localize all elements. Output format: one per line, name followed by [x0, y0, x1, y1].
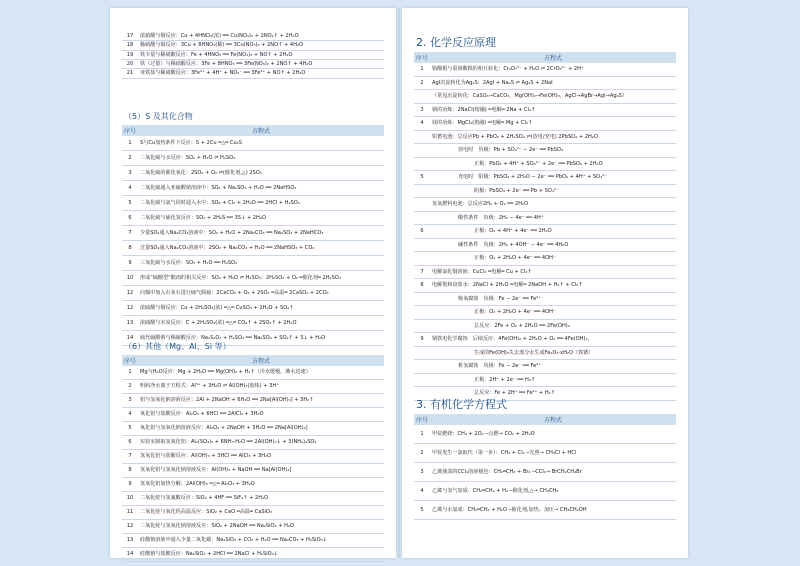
row-number: 2	[122, 380, 138, 394]
header-equation: 方程式	[543, 417, 562, 424]
row-number: 5	[414, 501, 430, 520]
row-number: 6	[414, 225, 430, 239]
equation-text: Mg与H₂O反应：Mg + 2H₂O ══ Mg(OH)₂ + H₂↑（冷水缓慢，沸水迅速）	[138, 366, 384, 380]
equation-text: 甲烷燃烧：CH₄ + 2O₂ ─点燃→ CO₂ + 2H₂O	[430, 425, 676, 444]
row-number	[414, 211, 430, 225]
section-title-sulfur: （5）S 及其化合物	[124, 112, 193, 121]
table-row	[122, 256, 384, 271]
header-equation: 方程式	[251, 358, 270, 365]
table-row	[414, 171, 676, 185]
table-row	[122, 316, 384, 331]
equation-text: 充电时 阳极：PbSO₄ + 2H₂O − 2e⁻ ══ PbO₂ + 4H⁺ + SO₄²⁻	[430, 171, 676, 185]
equation-text: 酸性条件 负极：2H₂ − 4e⁻ ══ 4H⁺	[430, 211, 676, 225]
table-row	[122, 548, 384, 562]
table-row	[414, 333, 676, 347]
table-row	[122, 436, 384, 450]
table-row	[122, 408, 384, 422]
equation-text: 总反应：2Fe + O₂ + 2H₂O ══ 2Fe(OH)₂	[430, 319, 676, 333]
table-row	[122, 181, 384, 196]
equation-text: 二氧化硫的催化氧化：2SO₂ + O₂ ⇌(催化剂,△) 2SO₃	[138, 166, 384, 181]
table-row	[414, 265, 676, 279]
table-row	[414, 63, 676, 76]
equation-text: AgI沉淀转化为Ag₂S：2AgI + Na₂S ⇌ Ag₂S + 2NaI	[430, 76, 676, 90]
row-number: 9	[122, 478, 138, 492]
table-header	[122, 125, 384, 136]
equation-text: 铁（过量）与稀硝酸反应：3Fe + 8HNO₃ ══ 3Fe(NO₃)₂ + 2NO↑ + 4H₂O	[138, 60, 384, 69]
equation-text: 三氧化硫与水反应：SO₃ + H₂O ══ H₂SO₄	[138, 256, 384, 271]
row-number: 4	[414, 482, 430, 501]
header-number: 序号	[123, 128, 136, 135]
row-number: 13	[122, 534, 138, 548]
equation-text: 二氧化硅与氢氟酸反应：SiO₂ + 4HF ══ SiF₄↑ + 2H₂O	[138, 492, 384, 506]
table-row	[122, 301, 384, 316]
table-row	[414, 360, 676, 374]
table-row	[122, 196, 384, 211]
table-row	[414, 425, 676, 444]
table-row	[122, 241, 384, 256]
table-row	[414, 373, 676, 387]
row-number: 8	[122, 241, 138, 256]
row-number: 1	[122, 366, 138, 380]
row-number: 19	[122, 50, 138, 59]
row-number: 6	[122, 211, 138, 226]
row-number: 1	[414, 63, 430, 76]
equation-text: 二氧化硫与硫化氢反应：SO₂ + 2H₂S ══ 3S↓ + 2H₂O	[138, 211, 384, 226]
row-number	[414, 198, 430, 212]
table-row	[122, 506, 384, 520]
header-number: 序号	[415, 417, 428, 424]
row-number: 4	[122, 181, 138, 196]
table-row	[414, 444, 676, 463]
header-number: 序号	[415, 55, 428, 62]
row-number	[414, 144, 430, 158]
row-number	[414, 130, 430, 144]
equation-text: 浓硝酸与铜反应：Cu + 4HNO₃(浓) ══ Cu(NO₃)₂ + 2NO₂↑ + 2H₂O	[138, 32, 384, 41]
row-number: 8	[122, 464, 138, 478]
equation-text: S与Cu加热条件下反应：S + 2Cu ═△═ Cu₂S	[138, 136, 384, 151]
right-page	[402, 8, 688, 558]
row-number: 12	[122, 286, 138, 301]
table-row	[122, 151, 384, 166]
equation-text: 生成的Fe(OH)₃失去部分水生成Fe₂O₃·xH₂O（铁锈）	[430, 346, 676, 360]
table-row	[414, 225, 676, 239]
table-row	[414, 346, 676, 360]
equation-text: 总反应：Fe + 2H⁺ ══ Fe²⁺ + H₂↑	[430, 387, 676, 401]
row-number: 2	[414, 76, 430, 90]
row-number: 18	[122, 41, 138, 50]
table-row	[122, 464, 384, 478]
equation-text: 浓硫酸与铜反应：Cu + 2H₂SO₄(浓) ═△═ CuSO₄ + 2H₂O + SO₂↑	[138, 301, 384, 316]
equation-text: 浓硫酸与木炭反应：C + 2H₂SO₄(浓) ═△═ CO₂↑ + 2SO₂↑ + 2H₂O	[138, 316, 384, 331]
row-number	[414, 346, 430, 360]
table-row	[414, 103, 676, 117]
equation-text: 明矾净水离子方程式：Al³⁺ + 3H₂O ⇌ Al(OH)₃(胶体) + 3H⁺	[138, 380, 384, 394]
equation-text: 硅酸钠与盐酸反应：Na₂SiO₃ + 2HCl ══ 2NaCl + H₂SiO₃↓	[138, 548, 384, 562]
equation-text: 正极：PbO₂ + 4H⁺ + SO₄²⁻ + 2e⁻ ══ PbSO₄ + 2H₂O	[430, 157, 676, 171]
equation-text: 少量SO₂通入Na₂CO₃溶液中：SO₂ + H₂O + 2Na₂CO₃ ══ Na₂SO₃ + 2NaHCO₃	[138, 226, 384, 241]
row-number: 5	[122, 196, 138, 211]
equation-text: 电解饱和食盐水：2NaCl + 2H₂O ═电解═ 2NaOH + H₂↑ + Cl₂↑	[430, 279, 676, 293]
equation-text: 铅蓄电池：总反应Pb + PbO₂ + 2H₂SO₄ ⇌(放电/充电) 2PbSO₄ + 2H₂O	[430, 130, 676, 144]
table-row	[122, 166, 384, 181]
table-row	[122, 41, 384, 50]
table-row	[122, 478, 384, 492]
table-row	[122, 380, 384, 394]
header-equation: 方程式	[543, 55, 562, 62]
table-row	[414, 144, 676, 158]
equation-text: 硫代硫酸钠与稀硫酸反应：Na₂S₂O₃ + H₂SO₄ ══ Na₂SO₄ + SO₂↑ + S↓ + H₂O	[138, 331, 384, 346]
equation-text: 实验室制取氢氧化铝：Al₂(SO₄)₃ + 6NH₃·H₂O ══ 2Al(OH)₃↓ + 3(NH₄)₂SO₄	[138, 436, 384, 450]
row-number: 21	[122, 69, 138, 78]
header-equation: 方程式	[251, 128, 270, 135]
table-row	[414, 238, 676, 252]
reaction-table-body	[414, 63, 676, 400]
row-number: 2	[122, 151, 138, 166]
equation-text: 氢氧化铝与盐酸反应：Al(OH)₃ + 3HCl ══ AlCl₃ + 3H₂O	[138, 450, 384, 464]
row-number: 3	[122, 394, 138, 408]
table-header	[414, 414, 676, 425]
table-row	[414, 198, 676, 212]
row-number	[414, 157, 430, 171]
row-number	[414, 238, 430, 252]
table-row	[122, 60, 384, 69]
table-row	[122, 271, 384, 286]
table-row	[414, 130, 676, 144]
row-number: 1	[414, 425, 430, 444]
equation-text: 铁少量与稀硝酸反应：Fe + 4HNO₃ ══ Fe(NO₃)₃ + NO↑ + 2H₂O	[138, 50, 384, 59]
equation-text: 二氧化硫与水反应：SO₂ + H₂O ⇌ H₂SO₃	[138, 151, 384, 166]
equation-text: 氢氧化铝与氢氧化钠溶液反应：Al(OH)₃ + NaOH ══ Na[Al(OH)₄]	[138, 464, 384, 478]
table-header	[414, 52, 676, 63]
table-row	[122, 394, 384, 408]
other-table-body	[122, 366, 384, 562]
equation-text: 正极：O₂ + 2H₂O + 4e⁻ ══ 4OH⁻	[430, 306, 676, 320]
equation-text: 向煤中加入石灰石进行硫气脱硫：2CaCO₃ + O₂ + 2SO₂ ═高温═ 2CaSO₄ + 2CO₂	[138, 286, 384, 301]
row-number: 3	[414, 463, 430, 482]
row-number	[414, 184, 430, 198]
row-number: 8	[414, 279, 430, 293]
equation-text: 二氧化硫通入亚硫酸钠溶液中：SO₂ + Na₂SO₃ + H₂O ══ 2NaHSO₃	[138, 181, 384, 196]
equation-text: （常见沉淀转化：CaSO₄→CaCO₃，Mg(OH)₂→Fe(OH)₃，AgCl→AgBr→AgI→Ag₂S）	[430, 90, 676, 104]
section-title-reaction-principles: 2. 化学反应原理	[416, 36, 496, 49]
table-row	[414, 501, 676, 520]
table-row	[122, 534, 384, 548]
row-number: 20	[122, 60, 138, 69]
sulfur-table-body	[122, 136, 384, 346]
equation-text: 形成“硫酸型”酸雨的相关反应：SO₂ + H₂O ⇌ H₂SO₃；2H₂SO₃ + O₂ ═催化剂═ 2H₂SO₄	[138, 271, 384, 286]
equation-text: 氢氧燃料电池：总反应2H₂ + O₂ ══ 2H₂O	[430, 198, 676, 212]
table-row	[414, 292, 676, 306]
equation-text: 正极：2H⁺ + 2e⁻ ══ H₂↑	[430, 373, 676, 387]
table-row	[414, 184, 676, 198]
table-row	[414, 76, 676, 90]
row-number	[414, 319, 430, 333]
table-row	[122, 366, 384, 380]
table-row	[122, 520, 384, 534]
table-row	[414, 319, 676, 333]
table-row	[414, 252, 676, 266]
reaction-principles-table	[414, 52, 676, 401]
equation-text: 电解氯化铜溶液：CuCl₂ ═电解═ Cu + Cl₂↑	[430, 265, 676, 279]
table-header	[122, 355, 384, 366]
row-number: 7	[414, 265, 430, 279]
table-row	[414, 482, 676, 501]
organic-table	[414, 414, 676, 520]
table-row	[122, 50, 384, 59]
equation-text: 亚铁盐与稀硝酸反应：3Fe²⁺ + 4H⁺ + NO₃⁻ ══ 3Fe³⁺ + NO↑ + 2H₂O	[138, 69, 384, 78]
equation-text: 乙烯使溴的CCl₄溶液褪色：CH₂═CH₂ + Br₂ ─CCl₄→ BrCH₂CH₂Br	[430, 463, 676, 482]
table-row	[122, 492, 384, 506]
row-number: 7	[122, 450, 138, 464]
row-number: 12	[122, 520, 138, 534]
organic-table-body	[414, 425, 676, 520]
table-row	[122, 211, 384, 226]
equation-text: 氧化铝与氢氧化钠溶液反应：Al₂O₃ + 2NaOH + 3H₂O ══ 2Na[Al(OH)₄]	[138, 422, 384, 436]
equation-text: 钠的冶炼：2NaCl(熔融) ═电解═ 2Na + Cl₂↑	[430, 103, 676, 117]
table-row	[414, 306, 676, 320]
equation-text: 硅酸钠溶液中通入少量二氧化碳：Na₂SiO₃ + CO₂ + H₂O ══ Na₂CO₃ + H₂SiO₃↓	[138, 534, 384, 548]
page-fold	[398, 8, 400, 558]
row-number	[414, 252, 430, 266]
row-number: 5	[414, 171, 430, 185]
row-number: 1	[122, 136, 138, 151]
equation-text: 正极：O₂ + 4H⁺ + 4e⁻ ══ 2H₂O	[430, 225, 676, 239]
equation-text: 析氢腐蚀 负极：Fe − 2e⁻ ══ Fe²⁺	[430, 360, 676, 374]
row-number	[414, 90, 430, 104]
row-number: 9	[414, 333, 430, 347]
table-row	[122, 422, 384, 436]
row-number: 3	[122, 166, 138, 181]
row-number: 14	[122, 548, 138, 562]
row-number: 3	[414, 103, 430, 117]
section-title-other: （6）其他（Mg、Al、Si 等）	[124, 342, 231, 351]
table-row	[122, 69, 384, 78]
sulfur-table	[122, 125, 384, 346]
table-row	[122, 226, 384, 241]
equation-text: 氢氧化铝加热分解：2Al(OH)₃ ═△═ Al₂O₃ + 3H₂O	[138, 478, 384, 492]
header-number: 序号	[123, 358, 136, 365]
table-row	[122, 32, 384, 41]
equation-text: 阴极：PbSO₄ + 2e⁻ ══ Pb + SO₄²⁻	[430, 184, 676, 198]
equation-text: 铝与氢氧化钠溶液反应：2Al + 2NaOH + 6H₂O ══ 2Na[Al(OH)₄] + 3H₂↑	[138, 394, 384, 408]
row-number: 17	[122, 32, 138, 41]
row-number	[414, 373, 430, 387]
row-number: 14	[122, 331, 138, 346]
row-number: 10	[122, 492, 138, 506]
row-number: 4	[122, 408, 138, 422]
equation-text: 稀硝酸与铜反应：3Cu + 8HNO₃(稀) ══ 3Cu(NO₃)₂ + 2NO↑ + 4H₂O	[138, 41, 384, 50]
row-number: 9	[122, 256, 138, 271]
row-number	[414, 292, 430, 306]
table-row	[414, 463, 676, 482]
table-row	[122, 450, 384, 464]
row-number: 10	[122, 271, 138, 286]
equation-text: 吸氧腐蚀 负极：Fe − 2e⁻ ══ Fe²⁺	[430, 292, 676, 306]
row-number: 5	[122, 422, 138, 436]
equation-text: 镁的冶炼：MgCl₂(熔融) ═电解═ Mg + Cl₂↑	[430, 117, 676, 131]
equation-text: 钢铁电化学腐蚀 后续反应：4Fe(OH)₂ + 2H₂O + O₂ ══ 4Fe(OH)₃，	[430, 333, 676, 347]
nitric-acid-table	[122, 32, 384, 79]
table-row	[414, 117, 676, 131]
equation-text: 氧化铝与盐酸反应：Al₂O₃ + 6HCl ══ 2AlCl₃ + 3H₂O	[138, 408, 384, 422]
row-number	[414, 306, 430, 320]
table-row	[122, 136, 384, 151]
equation-text: 过量SO₂通入Na₂CO₃溶液中：2SO₂ + Na₂CO₃ + H₂O ══ 2NaHSO₃ + CO₂	[138, 241, 384, 256]
equation-text: 铬酸根与重铬酸根的相互转化：Cr₂O₇²⁻ + H₂O ⇌ 2CrO₄²⁻ + 2H⁺	[430, 63, 676, 76]
equation-text: 二氧化硅与氢氧化钠溶液反应：SiO₂ + 2NaOH ══ Na₂SiO₃ + H₂O	[138, 520, 384, 534]
other-elements-table	[122, 355, 384, 562]
equation-text: 二氧化硅与氧化钙高温反应：SiO₂ + CaO ═高温═ CaSiO₃	[138, 506, 384, 520]
left-page	[110, 8, 396, 558]
equation-text: 正极：O₂ + 2H₂O + 4e⁻ ══ 4OH⁻	[430, 252, 676, 266]
row-number: 12	[122, 301, 138, 316]
section-title-organic: 3. 有机化学方程式	[416, 398, 507, 411]
table-row	[414, 157, 676, 171]
table-row	[414, 279, 676, 293]
equation-text: 放电时 负极：Pb + SO₄²⁻ − 2e⁻ ══ PbSO₄	[430, 144, 676, 158]
row-number: 4	[414, 117, 430, 131]
row-number: 6	[122, 436, 138, 450]
row-number: 11	[122, 506, 138, 520]
table-row	[122, 286, 384, 301]
row-number: 7	[122, 226, 138, 241]
row-number: 2	[414, 444, 430, 463]
row-number	[414, 360, 430, 374]
equation-text: 碱性条件 负极：2H₂ + 4OH⁻ − 4e⁻ ══ 4H₂O	[430, 238, 676, 252]
table-row	[414, 90, 676, 104]
row-number: 13	[122, 316, 138, 331]
equation-text: 甲烷发生一氯取代（第一步）：CH₄ + Cl₂ ─光照→ CH₃Cl + HCl	[430, 444, 676, 463]
equation-text: 乙烯与氢气加成：CH₂═CH₂ + H₂ ─催化剂,△→ CH₃CH₃	[430, 482, 676, 501]
table-row	[414, 211, 676, 225]
equation-text: 二氧化硫与氯气同时通入水中：SO₂ + Cl₂ + 2H₂O ══ 2HCl + H₂SO₄	[138, 196, 384, 211]
equation-text: 乙烯与水加成：CH₂═CH₂ + H₂O ─催化剂,加热、加压→ CH₃CH₂OH	[430, 501, 676, 520]
